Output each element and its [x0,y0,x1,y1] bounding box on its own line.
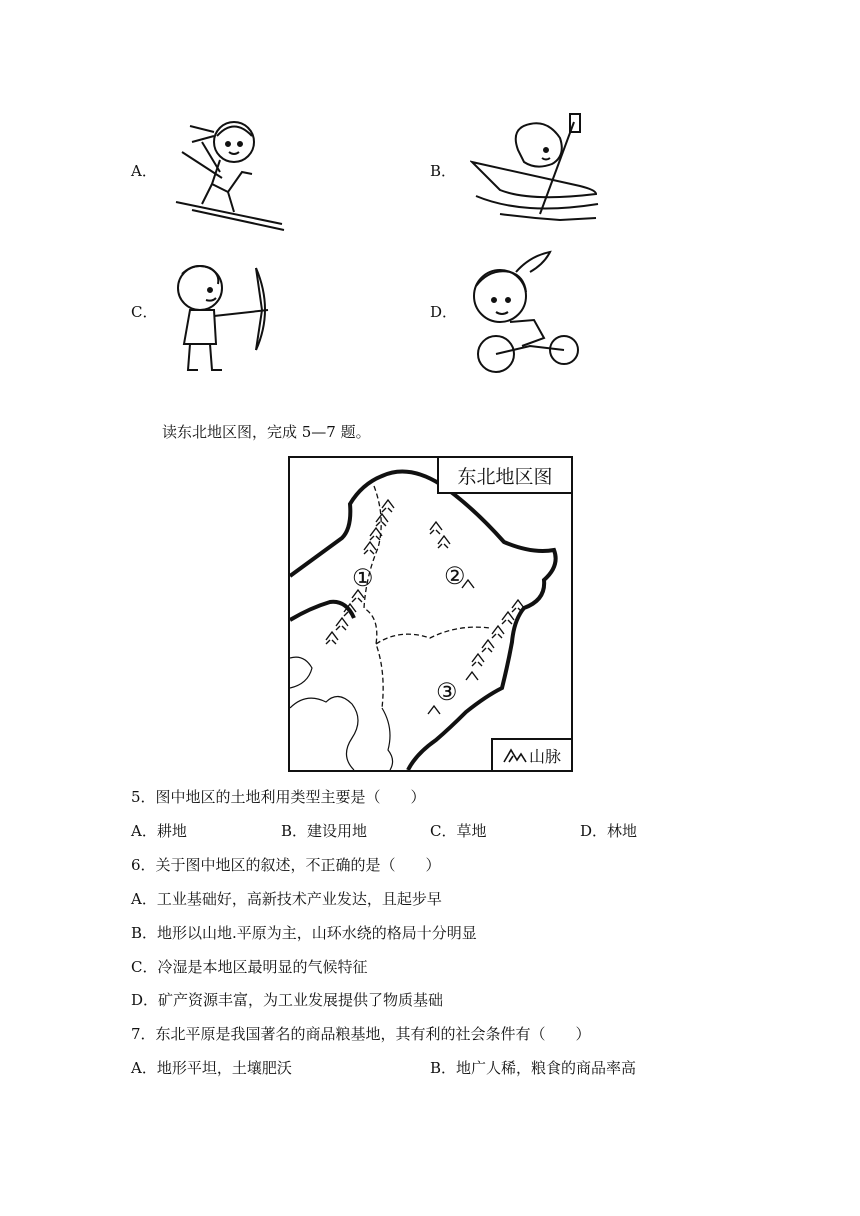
archer-icon [170,260,280,378]
map-title: 东北地区图 [437,458,571,494]
question-6-stem: 6．关于图中地区的叙述，不正确的是（ ） [131,856,441,874]
question-5-option-b: B．建设用地 [281,822,368,840]
question-6-option-a: A．工业基础好，高新技术产业发达，且起步早 [131,890,442,908]
marker-3: ③ [436,678,458,706]
legend-label: 山脉 [528,746,561,766]
marker-1: ① [352,564,374,592]
skier-icon [172,112,287,232]
map-intro: 读东北地区图，完成 5—7 题。 [162,423,371,441]
question-6-option-d: D．矿产资源丰富，为工业发展提供了物质基础 [131,991,444,1009]
question-5-option-c: C．草地 [430,822,487,840]
question-7-option-a: A．地形平坦，土壤肥沃 [131,1059,292,1077]
cyclist-icon [460,250,582,378]
marker-2: ② [444,562,466,590]
option-d-label: D． [430,303,458,321]
question-6-option-b: B．地形以山地.平原为主，山环水绕的格局十分明显 [131,924,477,942]
question-5-option-d: D．林地 [580,822,638,840]
mountain-legend-icon [503,746,527,764]
option-b-label: B． [430,162,457,180]
kayaker-icon [470,110,602,225]
question-5-option-a: A．耕地 [131,822,187,840]
option-a-label: A． [131,162,157,180]
option-c-label: C． [131,303,158,321]
question-7-option-b: B．地广人稀，粮食的商品率高 [430,1059,637,1077]
northeast-map [288,456,573,772]
map-legend [491,738,571,770]
question-7-stem: 7．东北平原是我国著名的商品粮基地，其有利的社会条件有（ ） [131,1025,591,1043]
question-5-stem: 5．图中地区的土地利用类型主要是（ ） [131,788,426,806]
question-6-option-c: C．冷湿是本地区最明显的气候特征 [131,958,368,976]
